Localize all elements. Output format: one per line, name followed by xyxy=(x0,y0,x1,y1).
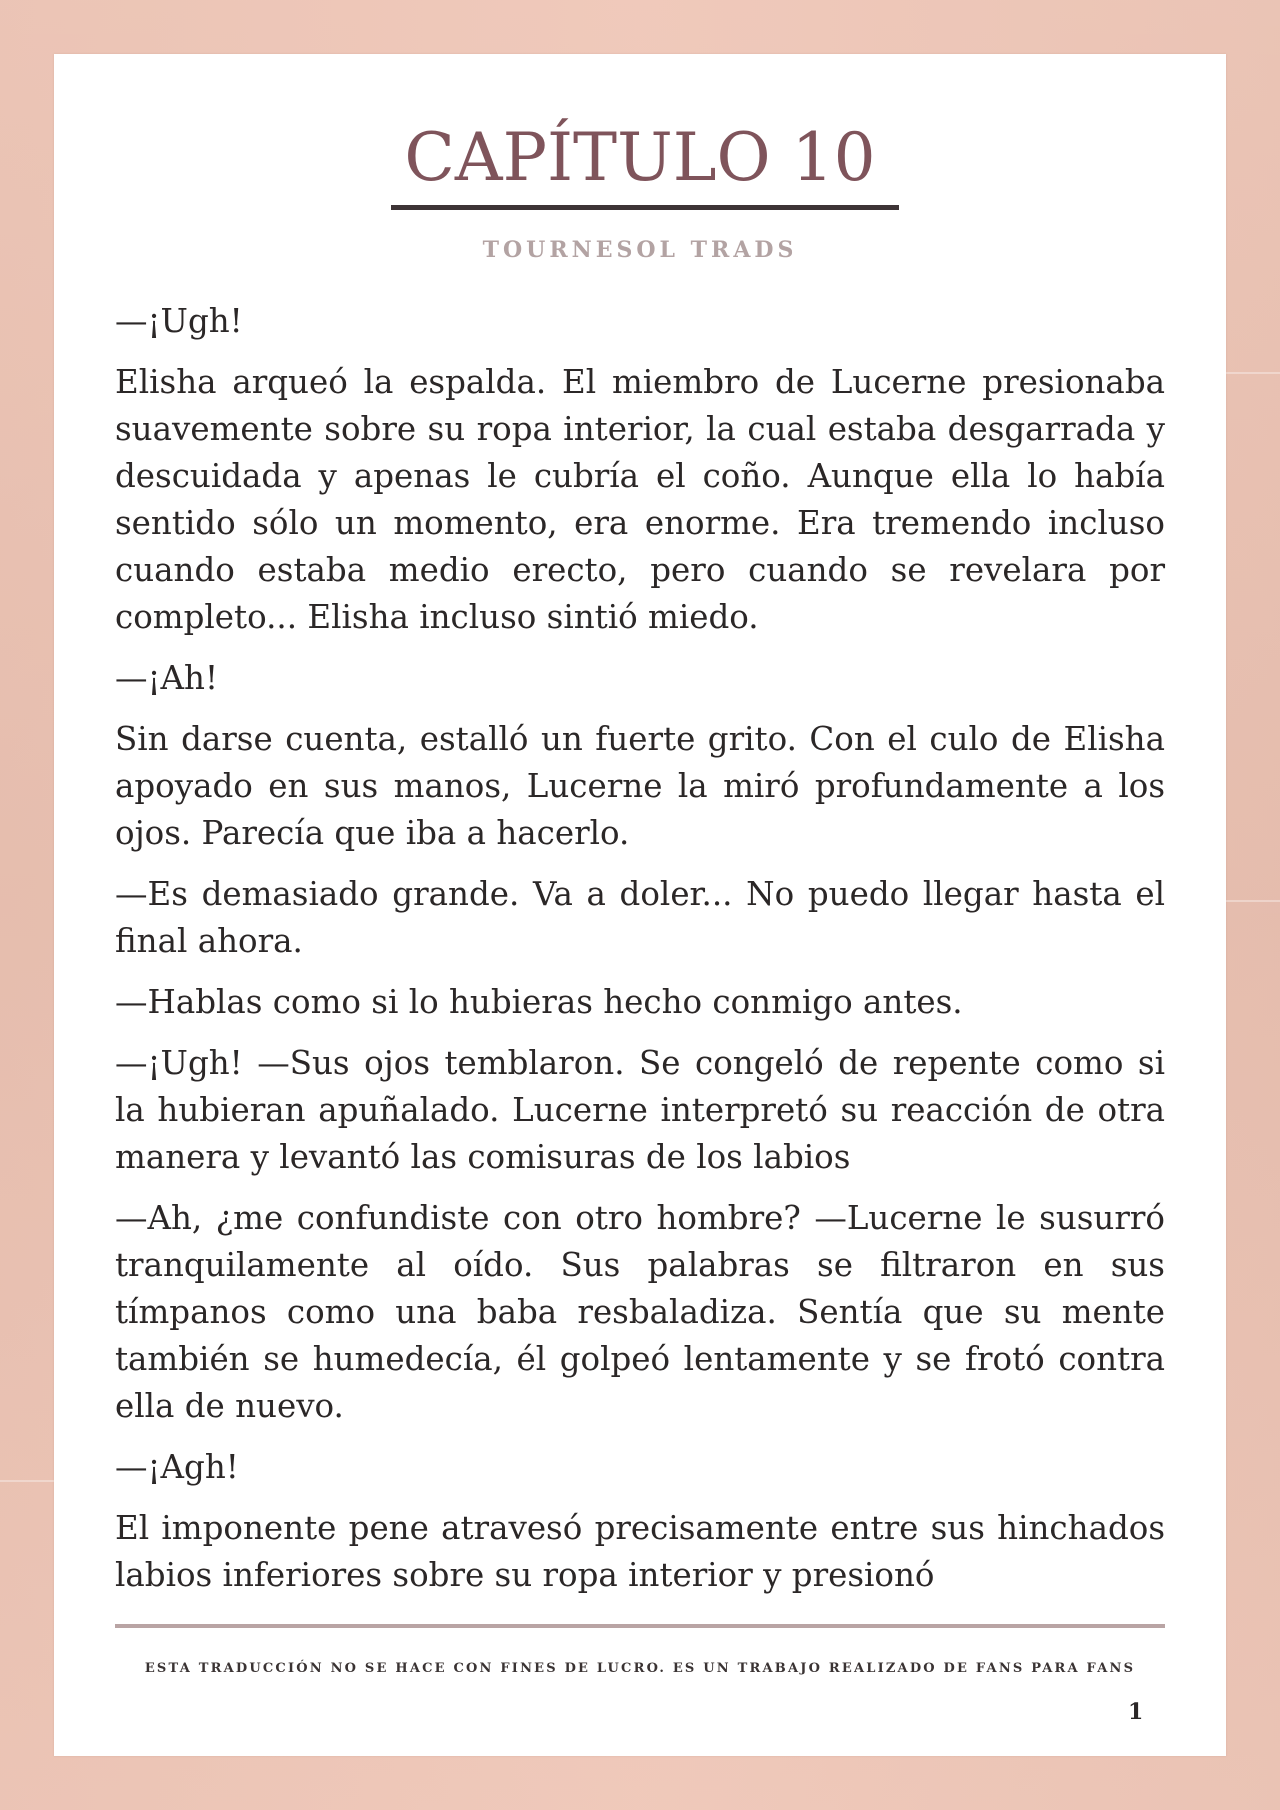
paragraph: —¡Agh! xyxy=(115,1448,239,1486)
paragraph: —Ah, ¿me confundiste con otro hombre? —Lucerne le susurró tranquilamente al oído. Sus palabras se filtraron en sus tímpanos como una baba resbaladiza. Sentía que su mente también se humedecía, él golpeó lentamente y se frotó contra ella de nuevo. xyxy=(115,1199,1165,1425)
paper-crease xyxy=(1226,372,1280,374)
title-underline xyxy=(391,205,899,210)
footer-disclaimer: ESTA TRADUCCIÓN NO SE HACE CON FINES DE LUCRO. ES UN TRABAJO REALIZADO DE FANS PARA FANS xyxy=(144,1661,1136,1676)
chapter-body xyxy=(115,298,1165,1599)
paragraph: —¡Ugh! —Sus ojos temblaron. Se congeló de repente como si la hubieran apuñalado. Lucerne interpretó su reacción de otra manera y levantó las comisuras de los labios xyxy=(115,1044,1165,1176)
chapter-title: CAPÍTULO 10 xyxy=(404,119,876,196)
page-number: 1 xyxy=(1128,1699,1144,1725)
paragraph: —Es demasiado grande. Va a doler... No puedo llegar hasta el final ahora. xyxy=(115,875,1165,960)
paragraph: El imponente pene atravesó precisamente entre sus hinchados labios inferiores sobre su ropa interior y presionó xyxy=(115,1509,1165,1594)
footer-divider xyxy=(115,1624,1165,1628)
paper-crease xyxy=(0,1480,54,1482)
paragraph: Sin darse cuenta, estalló un fuerte grito. Con el culo de Elisha apoyado en sus manos, Lucerne la miró profundamente a los ojos. Parecía que iba a hacerlo. xyxy=(115,720,1165,852)
paragraph: —¡Ugh! xyxy=(115,302,243,340)
paragraph: Elisha arqueó la espalda. El miembro de Lucerne presionaba suavemente sobre su ropa interior, la cual estaba desgarrada y descuidada y apenas le cubría el coño. Aunque ella lo había sentido sólo un momento, era enorme. Era tremendo incluso cuando estaba medio erecto, pero cuando se revelara por completo... Elisha incluso sintió miedo. xyxy=(115,363,1165,636)
paragraph: —¡Ah! xyxy=(115,659,219,697)
translator-credit: TOURNESOL TRADS xyxy=(482,237,798,263)
paragraph: —Hablas como si lo hubieras hecho conmigo antes. xyxy=(115,983,963,1021)
paper-crease xyxy=(1226,900,1280,902)
